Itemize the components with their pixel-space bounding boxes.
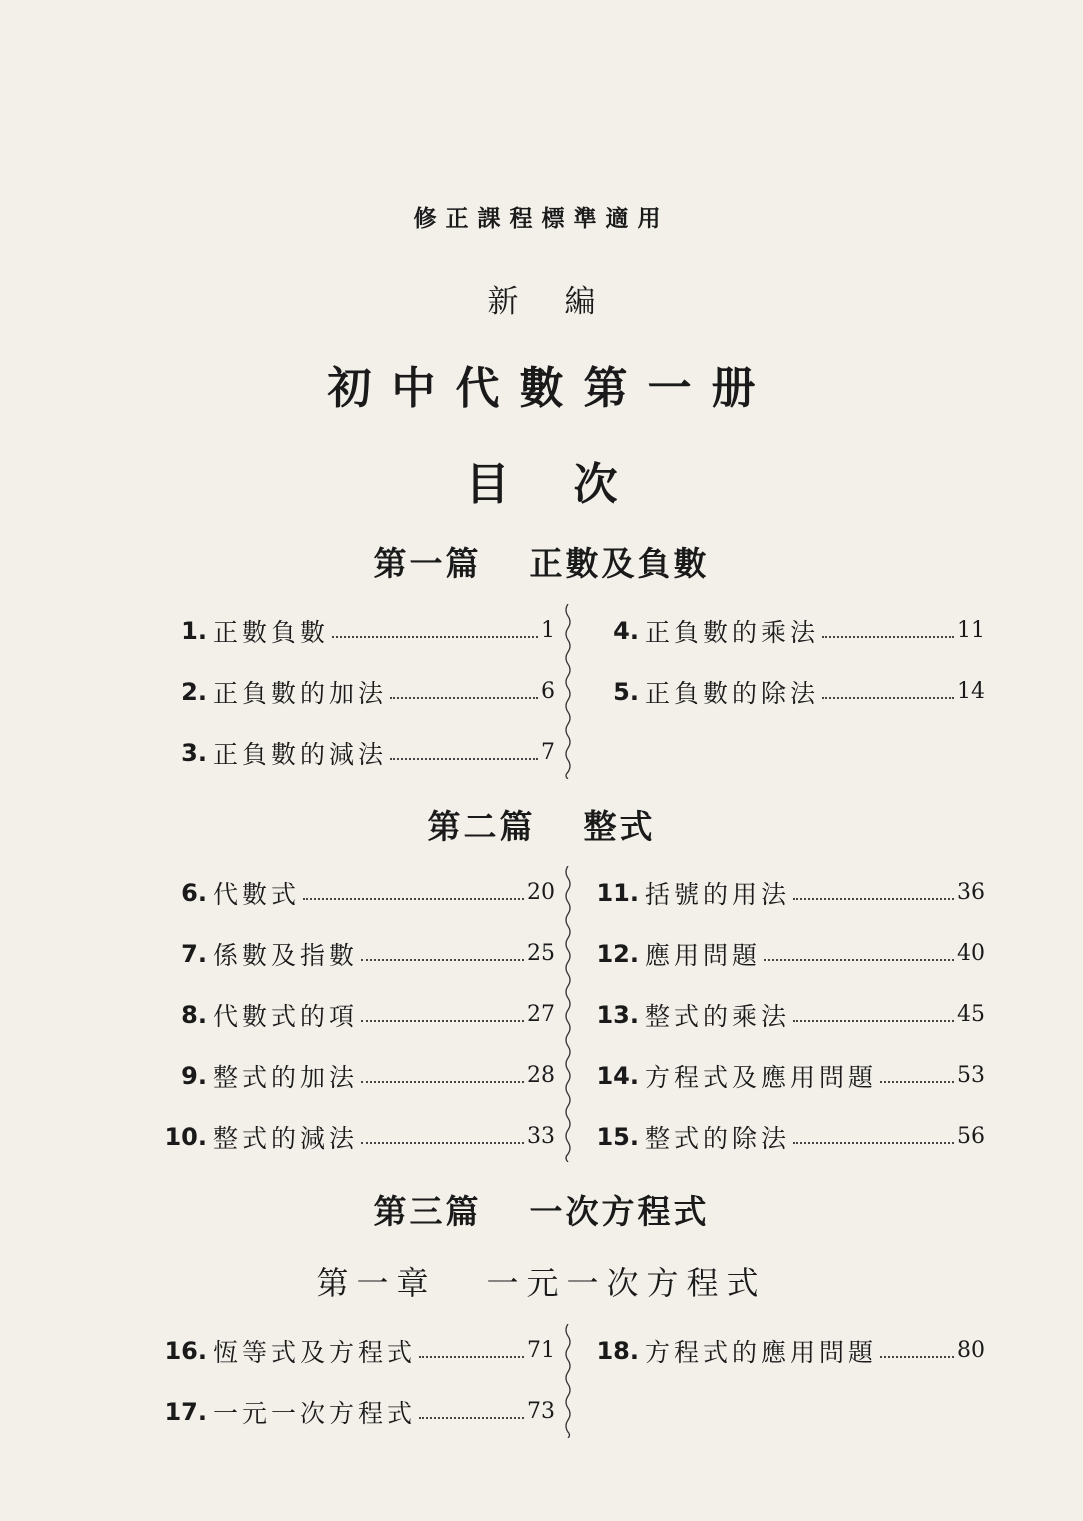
toc-column-right: [585, 600, 985, 722]
toc-entry[interactable]: 5. 正負數的除法 14: [613, 677, 985, 708]
toc-entry[interactable]: 9. 整式的加法 28: [181, 1061, 555, 1092]
toc-entry[interactable]: 4. 正負數的乘法 11: [613, 616, 985, 647]
column-divider: [563, 866, 573, 1162]
part-title: 一次方程式: [529, 1192, 710, 1231]
column-divider: [563, 1324, 573, 1438]
subtitle: 修正課程標準適用: [413, 205, 670, 232]
toc-column-left: [155, 862, 555, 1167]
toc-entry[interactable]: 15. 整式的除法 56: [596, 1122, 985, 1153]
part-title: 正數及負數: [529, 544, 710, 583]
part-title: 整式: [583, 807, 656, 846]
chapter-label: 第一章: [316, 1264, 437, 1302]
chapter-title: 一元一次方程式: [486, 1264, 767, 1302]
part-label: 第三篇: [373, 1192, 482, 1231]
chapter-heading: [0, 1258, 1083, 1304]
edition-label: 新編: [487, 284, 642, 320]
part-heading-3: [0, 1186, 1083, 1233]
toc-part-3: [155, 1320, 985, 1442]
toc-part-2: [155, 862, 985, 1167]
toc-entry[interactable]: 8. 代數式的項 27: [181, 1000, 555, 1031]
toc-entry[interactable]: 1. 正數負數 1: [181, 616, 555, 647]
toc-column-left: [155, 600, 555, 783]
toc-entry[interactable]: 2. 正負數的加法 6: [181, 677, 555, 708]
book-title: 初中代數第一册: [327, 363, 776, 414]
toc-entry[interactable]: 13. 整式的乘法 45: [596, 1000, 985, 1031]
part-label: 第二篇: [427, 807, 536, 846]
toc-column-right: [585, 862, 985, 1167]
toc-entry[interactable]: 10. 整式的減法 33: [164, 1122, 555, 1153]
part-heading-2: [0, 801, 1083, 848]
contents-heading: 目次: [465, 459, 682, 510]
toc-entry[interactable]: 7. 係數及指數 25: [181, 939, 555, 970]
part-heading-1: [0, 538, 1083, 585]
toc-entry[interactable]: 14. 方程式及應用問題 53: [596, 1061, 985, 1092]
toc-entry[interactable]: 17. 一元一次方程式 73: [164, 1397, 555, 1428]
toc-column-left: [155, 1320, 555, 1442]
toc-entry[interactable]: 16. 恆等式及方程式 71: [164, 1336, 555, 1367]
toc-entry[interactable]: 6. 代數式 20: [181, 878, 555, 909]
toc-entry[interactable]: 12. 應用問題 40: [596, 939, 985, 970]
toc-entry[interactable]: 3. 正負數的減法 7: [181, 738, 555, 769]
toc-entry[interactable]: 18. 方程式的應用問題 80: [596, 1336, 985, 1367]
toc-entry[interactable]: 11. 括號的用法 36: [596, 878, 985, 909]
column-divider: [563, 604, 573, 779]
part-label: 第一篇: [373, 544, 482, 583]
toc-column-right: [585, 1320, 985, 1381]
toc-part-1: [155, 600, 985, 783]
